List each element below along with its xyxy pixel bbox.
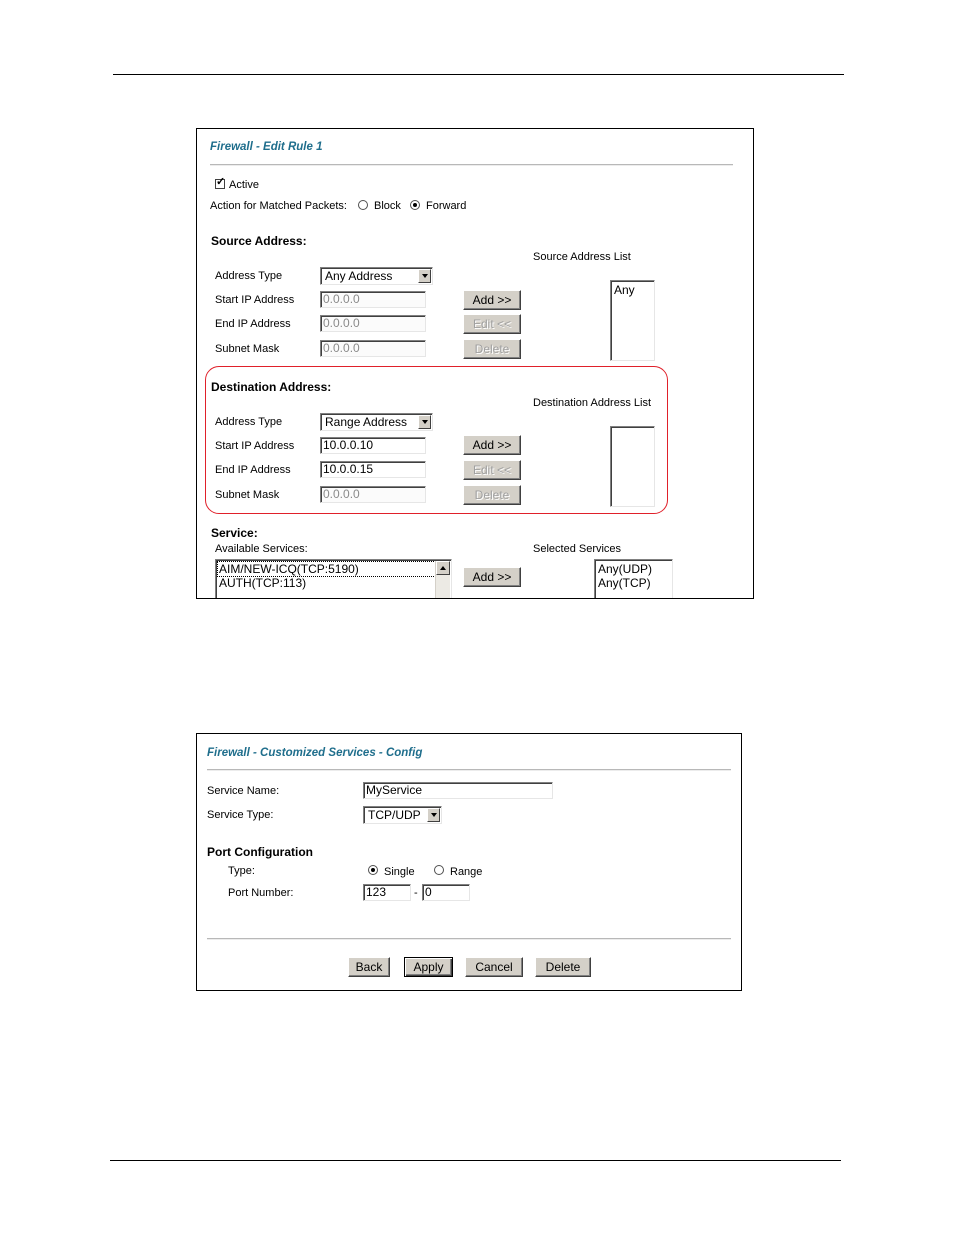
source-subnet-label: Subnet Mask (215, 343, 280, 355)
forward-label: Forward (426, 200, 467, 212)
available-services-label: Available Services: (215, 543, 308, 555)
source-end-ip-label: End IP Address (215, 318, 291, 330)
single-radio[interactable] (368, 865, 378, 875)
back-button[interactable]: Back (348, 957, 390, 977)
list-item[interactable]: AIM/NEW-ICQ(TCP:5190) (218, 562, 435, 576)
title-divider (210, 164, 733, 166)
source-address-type-select[interactable] (320, 267, 433, 285)
cancel-button[interactable]: Cancel (465, 957, 523, 977)
destination-add-button[interactable]: Add >> (463, 435, 521, 455)
destination-start-ip-input[interactable]: 10.0.0.10 (320, 437, 426, 454)
available-services-list[interactable] (215, 559, 452, 599)
edit-rule-title: Firewall - Edit Rule 1 (210, 141, 323, 153)
destination-address-list[interactable] (610, 426, 655, 507)
block-radio[interactable] (358, 200, 368, 210)
destination-subnet-input[interactable]: 0.0.0.0 (320, 486, 426, 503)
source-add-button[interactable]: Add >> (463, 290, 521, 310)
port-end-input[interactable]: 0 (422, 884, 470, 901)
source-address-heading: Source Address: (211, 234, 307, 248)
checkmark-icon: ✓ (216, 176, 226, 188)
custom-service-title: Firewall - Customized Services - Config (207, 747, 423, 759)
destination-edit-button[interactable]: Edit << (463, 460, 521, 480)
scrollbar[interactable] (435, 561, 450, 599)
source-subnet-input[interactable]: 0.0.0.0 (320, 340, 426, 357)
footer-rule (110, 1160, 841, 1161)
source-edit-button[interactable]: Edit << (463, 314, 521, 334)
destination-list-label: Destination Address List (533, 397, 652, 409)
action-label: Action for Matched Packets: (210, 200, 347, 212)
destination-end-ip-label: End IP Address (215, 464, 291, 476)
service-type-value: TCP/UDP (368, 808, 421, 822)
destination-address-heading: Destination Address: (211, 380, 332, 394)
destination-subnet-label: Subnet Mask (215, 489, 280, 501)
service-add-button[interactable]: Add >> (463, 567, 521, 587)
port-start-input[interactable]: 123 (363, 884, 411, 901)
footer-divider (207, 938, 731, 940)
source-address-list[interactable] (610, 280, 655, 361)
service-name-label: Service Name: (207, 785, 280, 797)
destination-address-type-value: Range Address (325, 415, 408, 429)
selected-services-list[interactable] (594, 559, 673, 599)
range-label: Range (450, 866, 483, 878)
apply-button[interactable]: Apply (404, 957, 453, 977)
port-number-label: Port Number: (228, 887, 294, 899)
chevron-down-icon[interactable] (427, 808, 440, 822)
source-end-ip-input[interactable]: 0.0.0.0 (320, 315, 426, 332)
delete-button[interactable]: Delete (535, 957, 591, 977)
title-divider (207, 769, 731, 771)
active-checkbox[interactable] (215, 176, 226, 189)
scroll-up-icon[interactable] (436, 561, 450, 575)
range-radio[interactable] (434, 865, 444, 875)
source-start-ip-label: Start IP Address (215, 294, 295, 306)
block-label: Block (374, 200, 401, 212)
selected-services-label: Selected Services (533, 543, 622, 555)
destination-end-ip-input[interactable]: 10.0.0.15 (320, 461, 426, 478)
forward-radio[interactable] (410, 200, 420, 210)
service-heading: Service: (211, 526, 258, 540)
service-type-label: Service Type: (207, 809, 274, 821)
chevron-down-icon[interactable] (418, 415, 431, 429)
list-item[interactable]: Any(UDP) (598, 562, 653, 576)
destination-delete-button[interactable]: Delete (463, 485, 521, 505)
source-delete-button[interactable]: Delete (463, 339, 521, 359)
type-label: Type: (228, 865, 255, 877)
custom-service-panel (196, 733, 742, 991)
list-item[interactable]: Any (614, 283, 635, 297)
list-item[interactable]: Any(TCP) (598, 576, 651, 590)
destination-address-type-label: Address Type (215, 416, 283, 428)
destination-address-type-select[interactable] (320, 413, 433, 431)
source-address-type-label: Address Type (215, 270, 283, 282)
service-name-input[interactable]: MyService (363, 782, 553, 799)
active-label: Active (229, 179, 259, 191)
edit-rule-panel (196, 128, 754, 599)
source-list-label: Source Address List (533, 251, 631, 263)
header-rule (113, 74, 844, 75)
source-start-ip-input[interactable]: 0.0.0.0 (320, 291, 426, 308)
list-item[interactable]: AUTH(TCP:113) (219, 576, 307, 590)
port-config-heading: Port Configuration (207, 845, 313, 859)
destination-start-ip-label: Start IP Address (215, 440, 295, 452)
source-address-type-value: Any Address (325, 269, 393, 283)
single-label: Single (384, 866, 415, 878)
chevron-down-icon[interactable] (418, 269, 431, 283)
port-separator: - (414, 887, 418, 899)
service-type-select[interactable] (363, 806, 442, 824)
